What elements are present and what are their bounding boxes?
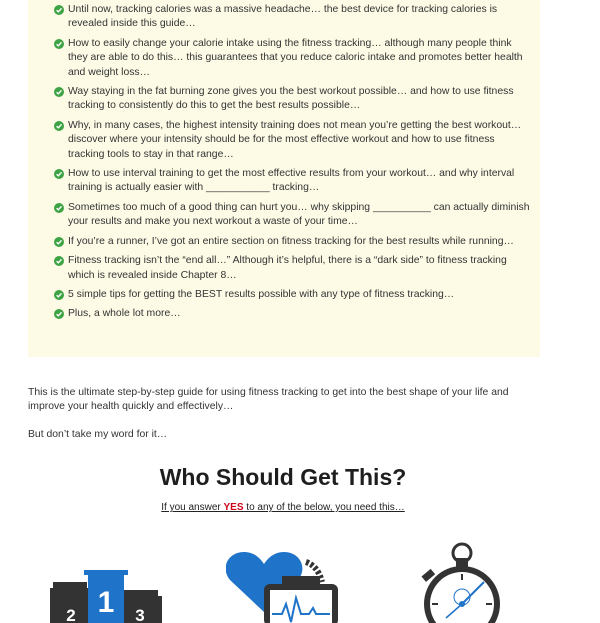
benefit-text: Why, in many cases, the highest intensity training does not mean you’re getting the best workout… discover where your intensity should be for the most effective workout and how to use fitness tracking tools to stay in that range… [68, 119, 522, 160]
podium-first-label: 1 [97, 586, 115, 619]
podium-icon [50, 568, 162, 623]
benefit-text: Plus, a whole lot more… [68, 308, 181, 320]
benefit-text: Until now, tracking calories was a massive headache… the best device for tracking calories is revealed inside this guide… [68, 4, 498, 30]
benefit-item [54, 85, 530, 114]
heart-monitor-icon [226, 550, 342, 623]
benefits-list [54, 3, 530, 322]
benefit-item [54, 167, 530, 196]
cta-paragraph: But don’t take my word for it… [28, 429, 168, 440]
benefit-item [54, 254, 530, 283]
check-circle-icon [54, 169, 64, 179]
section-subtitle [0, 502, 566, 513]
subtitle-text-before: If you answer [161, 502, 224, 513]
check-circle-icon [54, 237, 64, 247]
check-circle-icon [54, 87, 64, 97]
benefit-text: How to use interval training to get the most effective results from your workout… and why interval training is actually easier with ___________ tracking… [68, 168, 515, 194]
benefit-text: Sometimes too much of a good thing can hurt you… why skipping __________ can actually diminish your results and make you next workout a waste of your time… [68, 201, 530, 228]
check-circle-icon [54, 5, 64, 15]
subtitle-text-after: to any of the below, you need this… [243, 502, 405, 513]
subtitle-yes: YES [223, 502, 244, 513]
section-title: Who Should Get This? [159, 464, 407, 490]
check-circle-icon [54, 290, 64, 300]
benefit-text: 5 simple tips for getting the BEST results possible with any type of fitness tracking… [68, 288, 455, 300]
check-circle-icon [54, 121, 64, 131]
benefit-item [54, 3, 530, 32]
stopwatch-icon [418, 542, 506, 623]
intro-paragraph: This is the ultimate step-by-step guide for using fitness tracking to get into the best shape of your life and improve your health quickly and effectively… [28, 387, 509, 413]
benefit-text: How to easily change your calorie intake using the fitness tracking… although many people think they are able to do this… this guarantees that you reduce caloric intake and promotes better health and weight loss… [68, 37, 523, 78]
check-circle-icon [54, 203, 64, 213]
benefit-item [54, 119, 530, 162]
benefit-item [54, 307, 530, 321]
benefits-box [28, 0, 540, 357]
benefit-text: If you’re a runner, I’ve got an entire section on fitness tracking for the best results while running… [68, 235, 514, 247]
check-circle-icon [54, 39, 64, 49]
podium-third-label: 3 [135, 606, 145, 623]
check-circle-icon [54, 309, 64, 319]
benefit-text: Fitness tracking isn’t the “end all…” Although it’s helpful, there is a “dark side” to fitness tracking which is revealed inside Chapter 8… [68, 255, 507, 281]
check-circle-icon [54, 256, 64, 266]
benefit-item [54, 288, 530, 302]
benefit-item [54, 37, 530, 80]
benefit-item [54, 201, 530, 230]
benefit-item [54, 235, 530, 249]
podium-second-label: 2 [66, 606, 76, 623]
benefit-text: Way staying in the fat burning zone gives you the best workout possible… and how to use fitness tracking to consistently do this to get the best results possible… [68, 86, 514, 112]
